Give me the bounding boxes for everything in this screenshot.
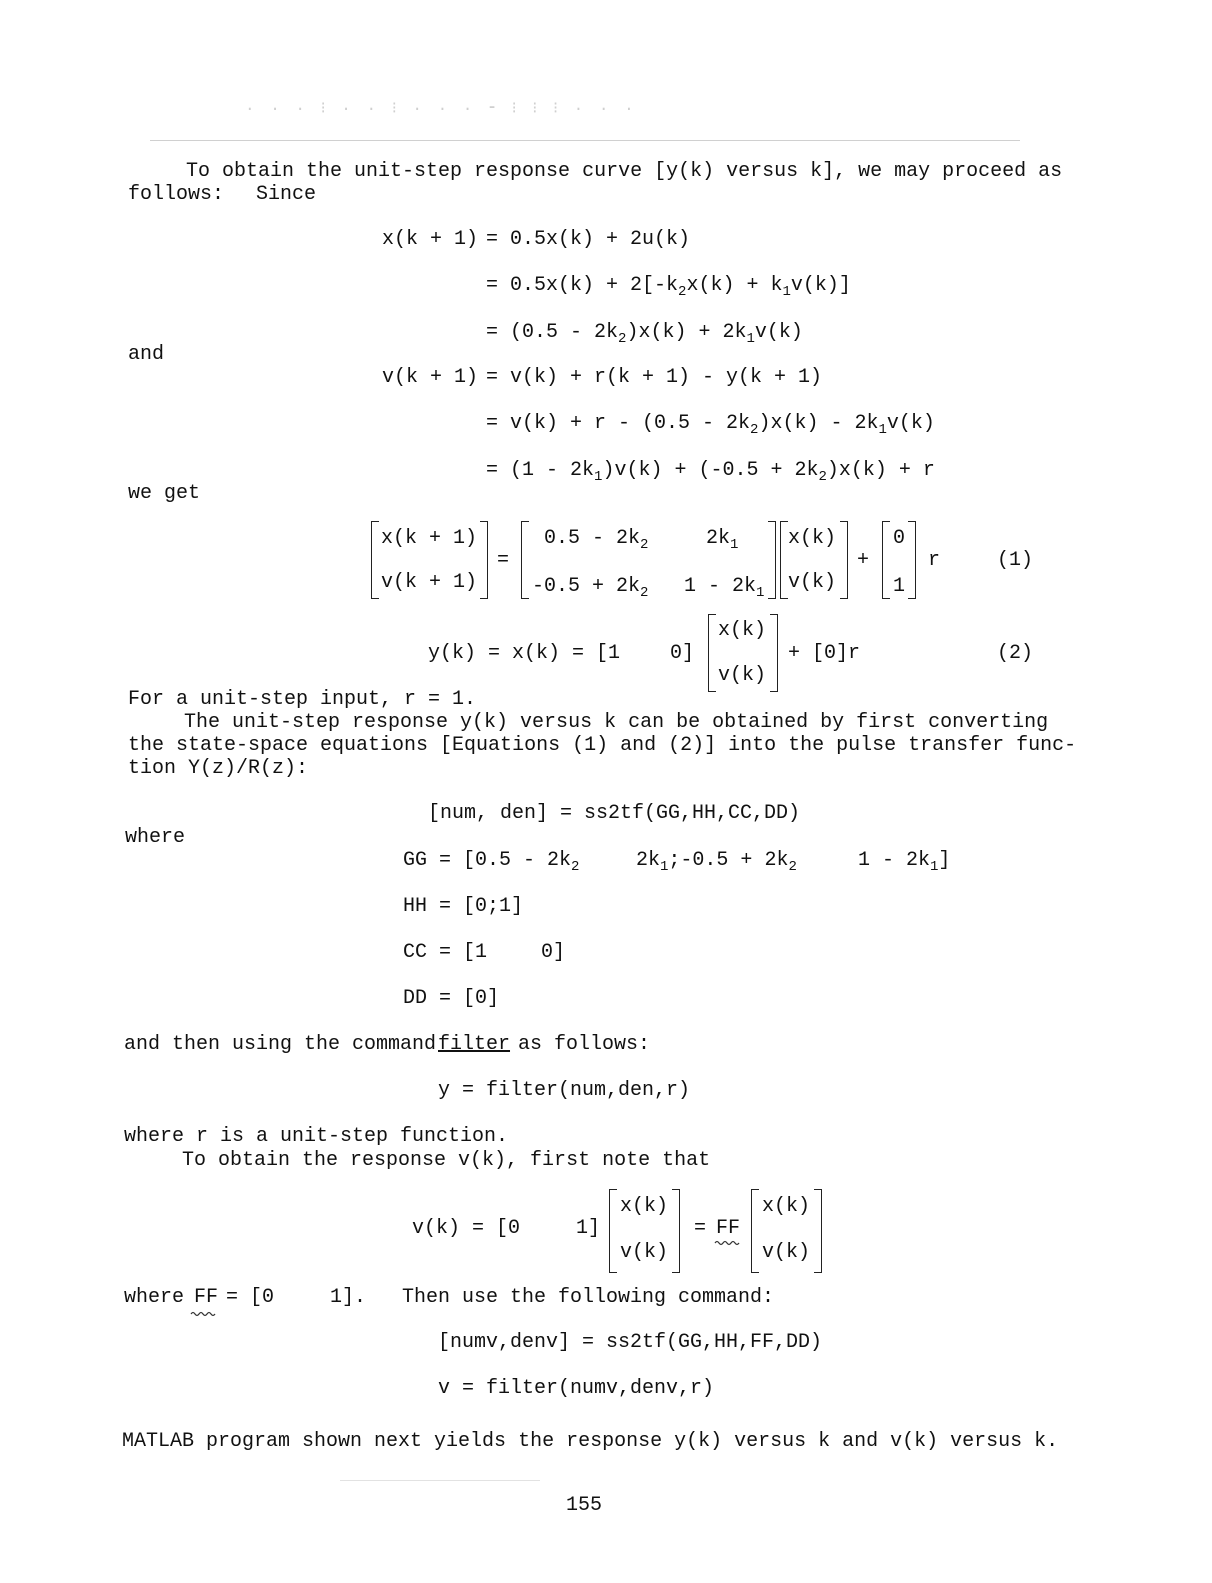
output-tail: + [0]r (788, 642, 861, 665)
final-line: MATLAB program shown next yields the response y(k) versus k and v(k) versus k. (122, 1430, 1059, 1453)
and-label: and (128, 343, 165, 366)
paragraph-1-since: Since (256, 183, 317, 206)
lhs-bracket-left (371, 521, 379, 599)
lhs-bottom: v(k + 1) (381, 571, 478, 594)
code-filter-v: v = filter(numv,denv,r) (438, 1377, 715, 1400)
code-ss2tf-v: [numv,denv] = ss2tf(GG,HH,FF,DD) (438, 1331, 823, 1354)
unit-step-input-line: For a unit-step input, r = 1. (128, 688, 477, 711)
a-bracket-right (768, 521, 776, 599)
paragraph-1-line-1: To obtain the unit-step response curve [y(k) versus k], we may proceed as (186, 160, 1063, 183)
we-get-label: we get (128, 482, 201, 505)
where-ff-eq: = [0 (226, 1286, 275, 1309)
equation-label-1: (1) (997, 549, 1034, 572)
matrix-equals: = (497, 549, 510, 572)
v-update-lhs: v(k + 1) (382, 366, 479, 389)
equation-label-2: (2) (997, 642, 1034, 665)
matrix-plus: + (857, 549, 870, 572)
x-vector-top: x(k) (788, 527, 837, 550)
x-bracket-left (780, 521, 788, 599)
b-top: 0 (893, 527, 906, 550)
code-ss2tf: [num, den] = ss2tf(GG,HH,CC,DD) (428, 802, 801, 825)
footer-rule (340, 1480, 540, 1481)
code-gg-part-2: $2k_1;-0.5 + 2k_2$ (636, 849, 797, 875)
v-eq-bracket-1-left (609, 1189, 617, 1273)
output-lhs: y(k) = x(k) = [1 (428, 642, 621, 665)
ff-wavy-underline-icon-2 (190, 1310, 218, 1318)
v-eq-equals: = (694, 1217, 707, 1240)
v-eq-lhs: v(k) = [0 (412, 1217, 521, 1240)
matrix-r: r (928, 549, 941, 572)
v-eq-bracket-2-left (751, 1189, 759, 1273)
page-number: 155 (566, 1494, 603, 1517)
x-update-row-3: = $(0.5 - 2k_2)x(k) + 2k_1v(k)$ (486, 321, 803, 347)
v-eq-vector-2-top: x(k) (762, 1195, 811, 1218)
output-vector-bottom: v(k) (718, 664, 767, 687)
b-bracket-left (882, 521, 890, 599)
paragraph-2-line-1: The unit-step response y(k) versus k can be obtained by first converting (184, 711, 1049, 734)
code-cc-part-1: CC = [1 (403, 941, 488, 964)
output-bracket-right (770, 614, 778, 692)
code-cc-part-2: 0] (541, 941, 566, 964)
a21: $-0.5 + 2k_2$ (532, 575, 649, 601)
where-ff-where: where (124, 1286, 185, 1309)
faint-header-text: · · · ⁝ · · ⁝ · · · ⁃ ⁝ ⁝ ⁝ · · · (245, 100, 637, 118)
lhs-top: x(k + 1) (381, 527, 478, 550)
x-bracket-right (840, 521, 848, 599)
a-bracket-left (521, 521, 529, 599)
v-eq-one: 1] (576, 1217, 601, 1240)
as-follows: as follows: (518, 1033, 651, 1056)
v-eq-ff: FF (716, 1217, 741, 1240)
code-hh: HH = [0;1] (403, 895, 524, 918)
x-update-lhs: x(k + 1) (382, 228, 479, 251)
x-update-row-2: = $0.5x(k) + 2[-k_2x(k) + k_1v(k)]$ (486, 274, 851, 300)
v-eq-bracket-1-right (672, 1189, 680, 1273)
v-update-row-2: = $v(k) + r - (0.5 - 2k_2)x(k) - 2k_1v(k)$ (486, 412, 935, 438)
paragraph-3: To obtain the response v(k), first note that (182, 1149, 711, 1172)
a22: $1 - 2k_1$ (684, 575, 765, 601)
a12: $2k_1$ (706, 527, 739, 553)
where-ff-ff: FF (194, 1286, 219, 1309)
output-zero: 0] (670, 642, 695, 665)
v-update-row-1: = v(k) + r(k + 1) - y(k + 1) (486, 366, 823, 389)
paragraph-2-line-2: the state-space equations [Equations (1) and (2)] into the pulse transfer func- (128, 734, 1077, 757)
output-bracket-left (708, 614, 716, 692)
v-eq-vector-2-bottom: v(k) (762, 1241, 811, 1264)
then-use-line: Then use the following command: (402, 1286, 775, 1309)
v-eq-bracket-2-right (814, 1189, 822, 1273)
v-eq-vector-1-bottom: v(k) (620, 1241, 669, 1264)
code-gg-part-3: $1 - 2k_1$] (858, 849, 951, 875)
code-dd: DD = [0] (403, 987, 500, 1010)
code-filter-y: y = filter(num,den,r) (438, 1079, 691, 1102)
b-bottom: 1 (893, 575, 906, 598)
v-eq-vector-1-top: x(k) (620, 1195, 669, 1218)
filter-command-word: filter (438, 1033, 511, 1056)
x-vector-bottom: v(k) (788, 571, 837, 594)
x-update-row-1: = 0.5x(k) + 2u(k) (486, 228, 691, 251)
lhs-bracket-right (480, 521, 488, 599)
paragraph-1-line-2: follows: (128, 183, 225, 206)
header-rule (150, 140, 1020, 141)
where-r-line: where r is a unit-step function. (124, 1125, 509, 1148)
code-gg-part-1: GG = [$0.5 - 2k_2$ (403, 849, 580, 875)
output-vector-top: x(k) (718, 619, 767, 642)
where-label: where (125, 826, 186, 849)
a11: $0.5 - 2k_2$ (544, 527, 649, 553)
and-then-using: and then using the command (124, 1033, 437, 1056)
v-update-row-3: = $(1 - 2k_1)v(k) + (-0.5 + 2k_2)x(k) + r$ (486, 459, 935, 485)
paragraph-2-line-3: tion Y(z)/R(z): (128, 757, 309, 780)
ff-wavy-underline-icon (714, 1239, 740, 1247)
b-bracket-right (908, 521, 916, 599)
where-ff-one: 1]. (330, 1286, 367, 1309)
